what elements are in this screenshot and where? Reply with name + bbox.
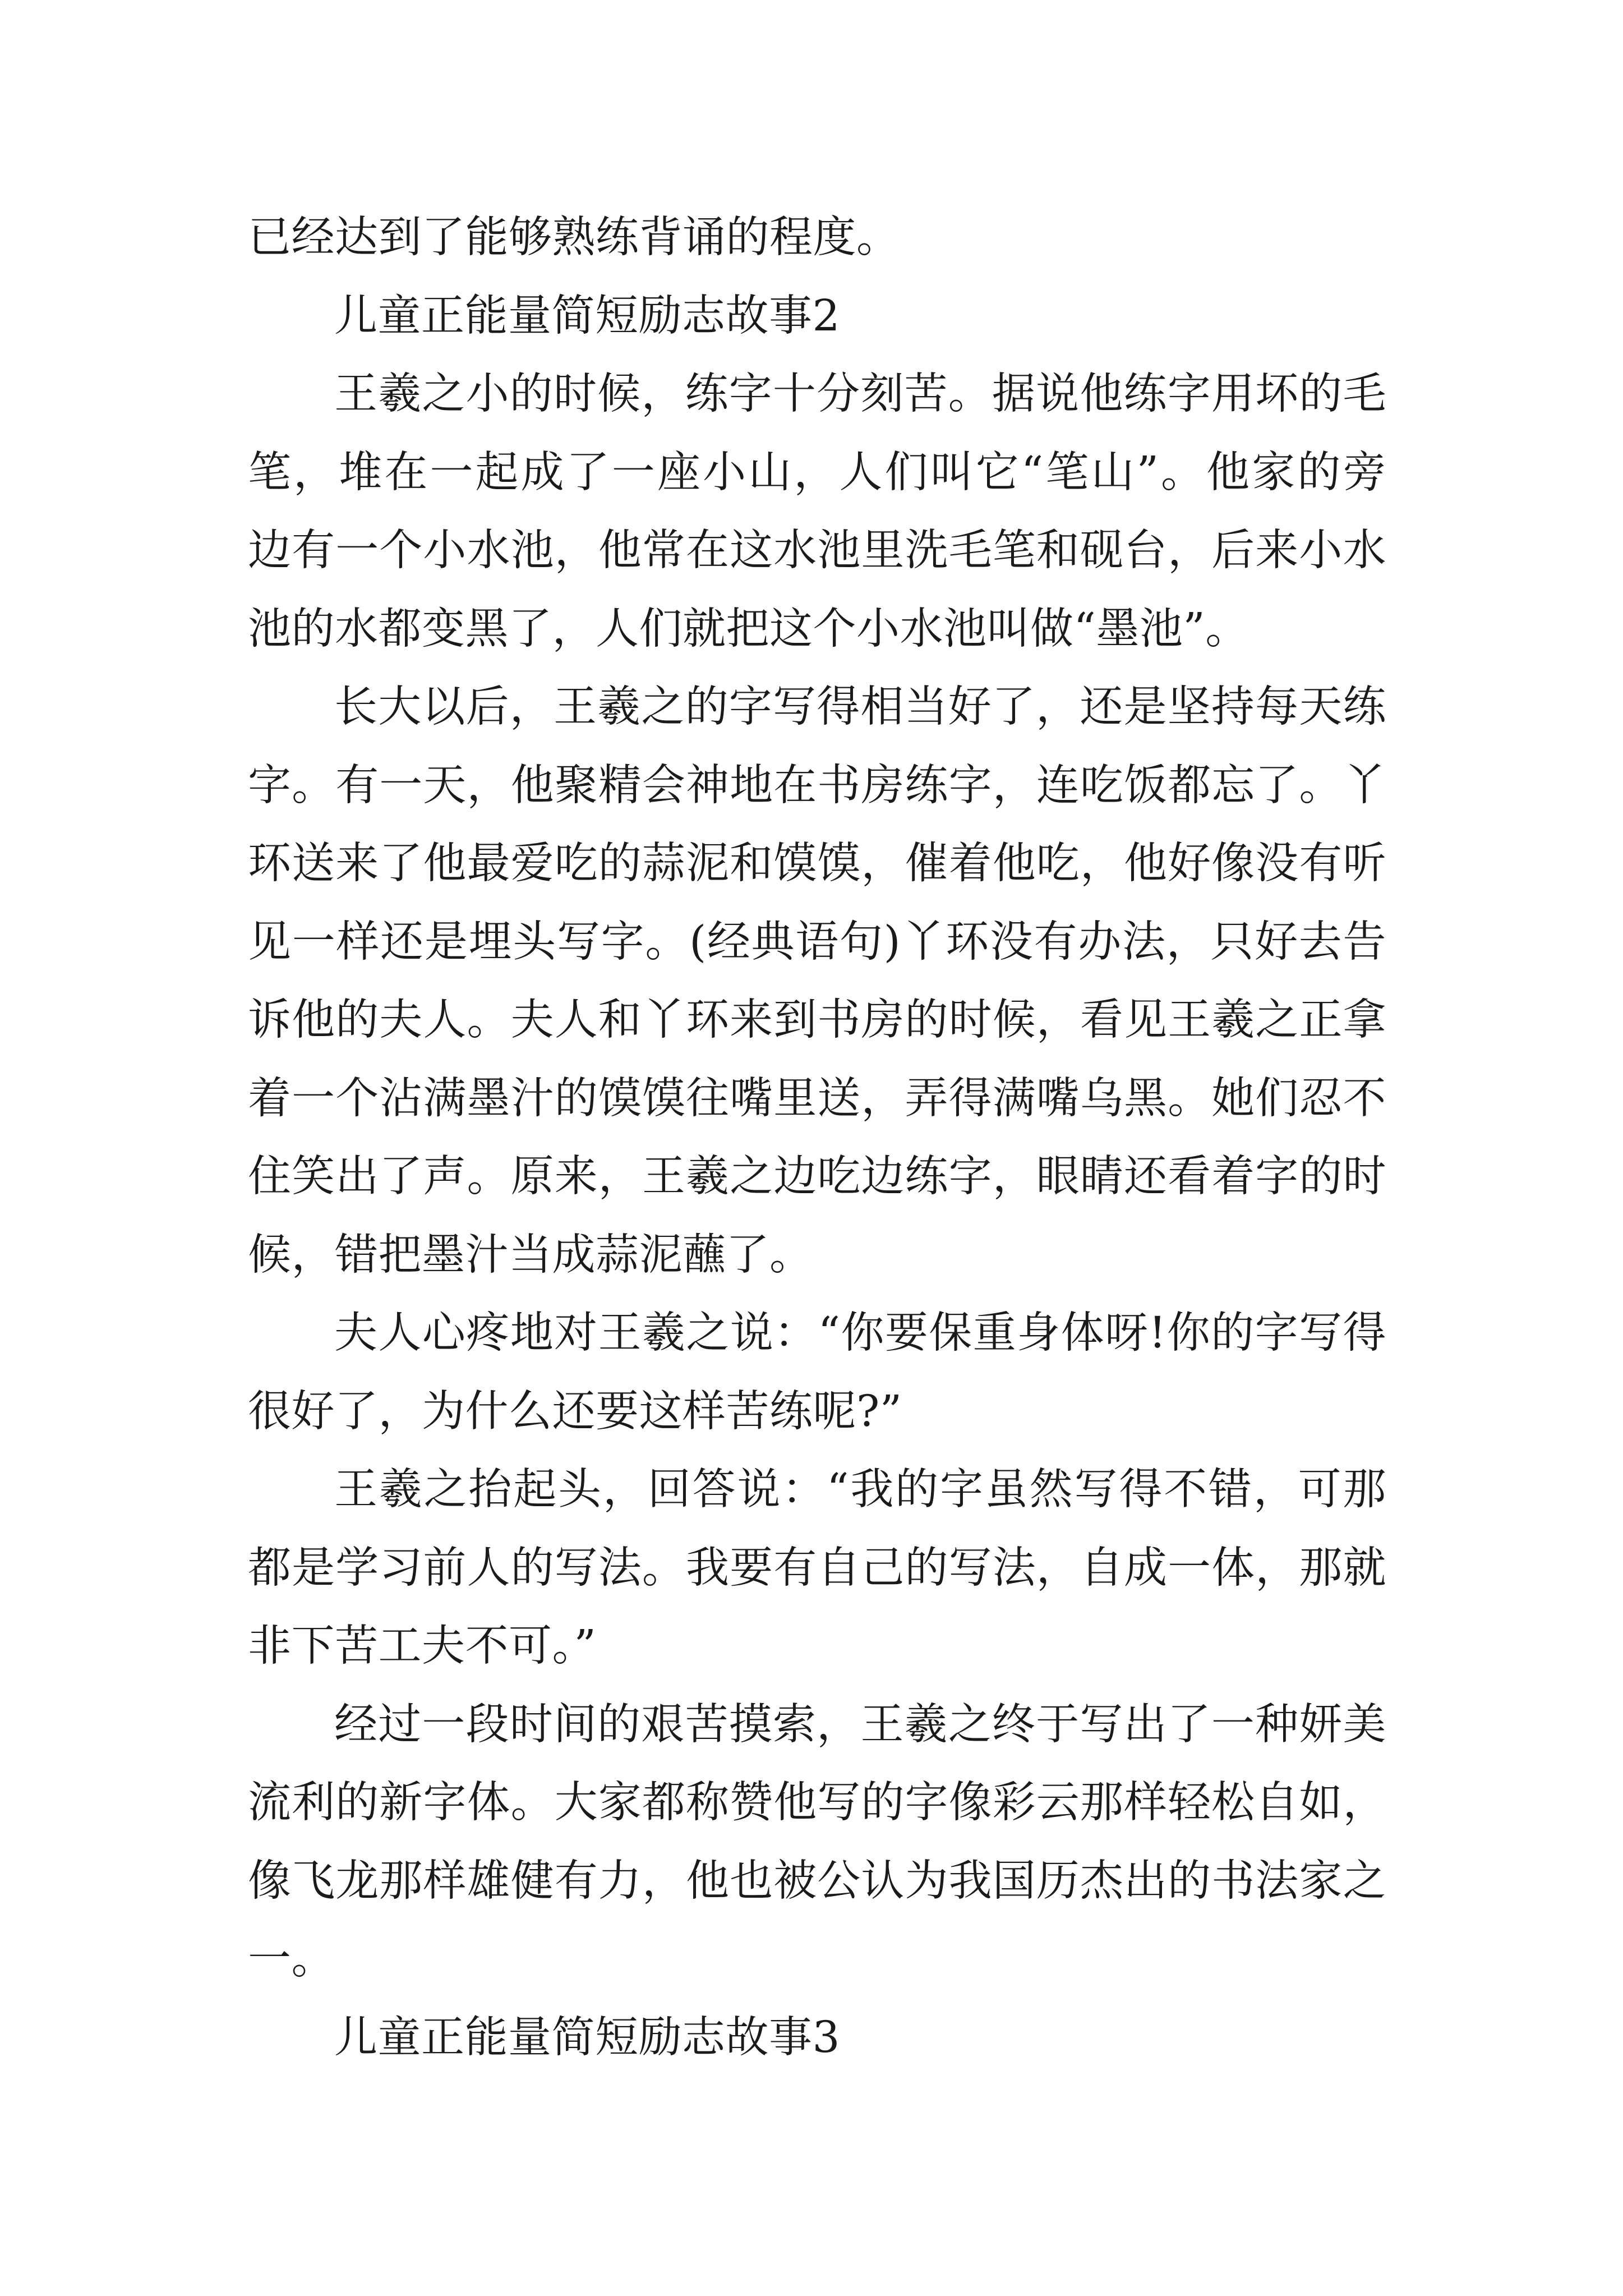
paragraph-line: 环送来了他最爱吃的蒜泥和馍馍，催着他吃，他好像没有听 (248, 839, 1386, 889)
paragraph-line: 一。 (248, 1934, 335, 1984)
paragraph-line: 长大以后，王羲之的字写得相当好了，还是坚持每天练 (334, 682, 1386, 732)
paragraph-line: 王羲之小的时候，练字十分刻苦。据说他练字用坏的毛 (334, 369, 1386, 419)
paragraph-line: 住笑出了声。原来，王羲之边吃边练字，眼睛还看着字的时 (248, 1152, 1386, 1202)
paragraph-line: 已经达到了能够熟练背诵的程度。 (248, 213, 900, 263)
section-heading-story-3: 儿童正能量简短励志故事3 (334, 2012, 840, 2063)
paragraph-line: 候，错把墨汁当成蒜泥蘸了。 (248, 1230, 813, 1280)
paragraph-line: 字。有一天，他聚精会神地在书房练字，连吃饭都忘了。丫 (248, 760, 1386, 811)
paragraph-line: 笔，堆在一起成了一座小山，人们叫它“笔山”。他家的旁 (248, 447, 1386, 498)
paragraph-line: 经过一段时间的艰苦摸索，王羲之终于写出了一种妍美 (334, 1699, 1386, 1750)
paragraph-line: 流利的新字体。大家都称赞他写的字像彩云那样轻松自如， (248, 1778, 1386, 1828)
paragraph-line: 着一个沾满墨汁的馍馍往嘴里送，弄得满嘴乌黑。她们忍不 (248, 1073, 1386, 1124)
document-body (248, 199, 1386, 2077)
paragraph-line: 很好了，为什么还要这样苦练呢?” (248, 1386, 902, 1437)
paragraph-line: 像飞龙那样雄健有力，他也被公认为我国历杰出的书法家之 (248, 1856, 1386, 1906)
paragraph-line: 诉他的夫人。夫人和丫环来到书房的时候，看见王羲之正拿 (248, 995, 1386, 1045)
paragraph-line: 王羲之抬起头，回答说：“我的字虽然写得不错，可那 (334, 1465, 1386, 1515)
paragraph-line: 池的水都变黑了，人们就把这个小水池叫做“墨池”。 (248, 604, 1249, 654)
paragraph-line: 夫人心疼地对王羲之说：“你要保重身体呀!你的字写得 (334, 1308, 1386, 1358)
paragraph-line: 都是学习前人的写法。我要有自己的写法，自成一体，那就 (248, 1543, 1386, 1593)
paragraph-line: 见一样还是埋头写字。(经典语句)丫环没有办法，只好去告 (248, 917, 1386, 967)
paragraph-line: 边有一个小水池，他常在这水池里洗毛笔和砚台，后来小水 (248, 526, 1386, 576)
paragraph-line: 非下苦工夫不可。” (248, 1621, 597, 1671)
section-heading-story-2: 儿童正能量简短励志故事2 (334, 291, 840, 341)
